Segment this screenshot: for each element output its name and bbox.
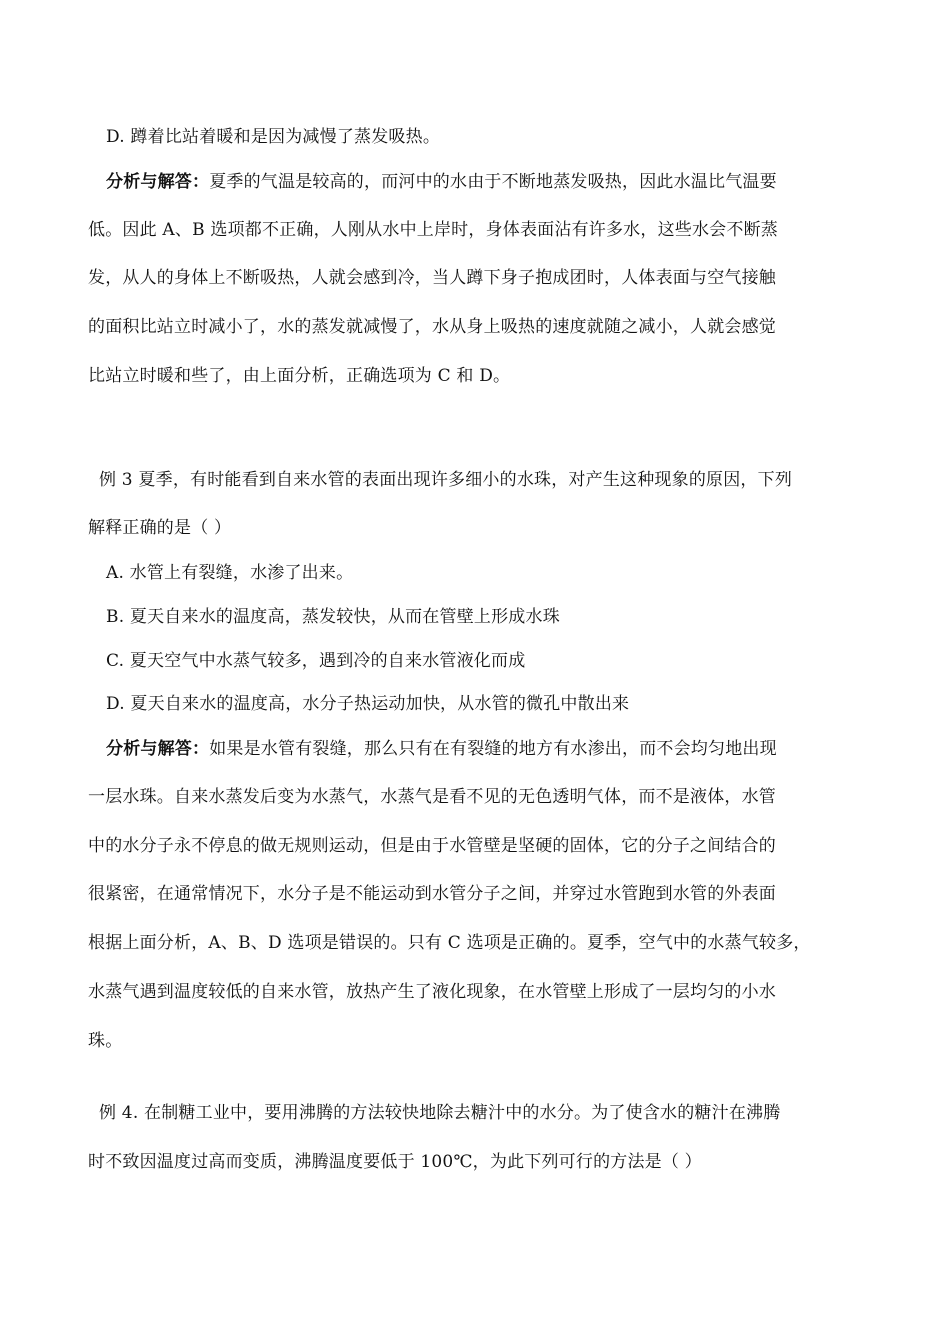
ex2-analysis-line-2: 低。因此 A、B 选项都不正确，人刚从水中上岸时，身体表面沾有许多水，这些水会不断蒸 [88, 220, 778, 240]
ex2-analysis-line-4: 的面积比站立时减小了，水的蒸发就减慢了，水从身上吸热的速度就随之减小，人就会感觉 [88, 317, 776, 337]
ex4-question-line-1: 例 4. 在制糖工业中，要用沸腾的方法较快地除去糖汁中的水分。为了使含水的糖汁在沸腾 [99, 1103, 781, 1123]
ex3-question-line-2: 解释正确的是（ ） [88, 518, 232, 538]
ex3-analysis-line-1 [106, 737, 777, 761]
ex3-option-a: A. 水管上有裂缝，水渗了出来。 [106, 563, 354, 583]
ex3-analysis-line-4: 很紧密，在通常情况下，水分子是不能运动到水管分子之间，并穿过水管跑到水管的外表面 [88, 884, 776, 904]
ex3-analysis-line-6: 水蒸气遇到温度较低的自来水管，放热产生了液化现象，在水管壁上形成了一层均匀的小水 [88, 982, 776, 1002]
ex3-analysis-label: 分析与解答： [106, 739, 210, 759]
ex2-analysis-line-1 [106, 170, 777, 194]
ex4-question-line-2: 时不致因温度过高而变质，沸腾温度要低于 100℃，为此下列可行的方法是（ ） [88, 1152, 702, 1172]
ex2-analysis-line-3: 发，从人的身体上不断吸热，人就会感到冷，当人蹲下身子抱成团时，人体表面与空气接触 [88, 268, 776, 288]
ex3-question-line-1: 例 3 夏季，有时能看到自来水管的表面出现许多细小的水珠，对产生这种现象的原因，下列 [99, 470, 793, 490]
ex2-analysis-label: 分析与解答： [106, 172, 210, 192]
ex2-analysis-text-1: 夏季的气温是较高的，而河中的水由于不断地蒸发吸热，因此水温比气温要 [209, 172, 777, 192]
ex3-analysis-line-3: 中的水分子永不停息的做无规则运动，但是由于水管壁是坚硬的固体，它的分子之间结合的 [88, 836, 776, 856]
ex3-option-b: B. 夏天自来水的温度高，蒸发较快，从而在管壁上形成水珠 [106, 607, 560, 627]
ex3-analysis-line-7: 珠。 [88, 1031, 123, 1051]
ex3-option-c: C. 夏天空气中水蒸气较多，遇到冷的自来水管液化而成 [106, 651, 526, 671]
ex3-analysis-text-1: 如果是水管有裂缝，那么只有在有裂缝的地方有水渗出，而不会均匀地出现 [209, 739, 777, 759]
ex3-analysis-line-5: 根据上面分析，A、B、D 选项是错误的。只有 C 选项是正确的。夏季，空气中的水蒸气较多， [88, 933, 811, 953]
ex2-analysis-line-5: 比站立时暖和些了，由上面分析，正确选项为 C 和 D。 [88, 366, 511, 386]
ex3-option-d: D. 夏天自来水的温度高，水分子热运动加快，从水管的微孔中散出来 [106, 694, 630, 714]
ex3-analysis-line-2: 一层水珠。自来水蒸发后变为水蒸气，水蒸气是看不见的无色透明气体，而不是液体，水管 [88, 787, 776, 807]
ex2-option-d: D. 蹲着比站着暖和是因为减慢了蒸发吸热。 [106, 127, 441, 147]
